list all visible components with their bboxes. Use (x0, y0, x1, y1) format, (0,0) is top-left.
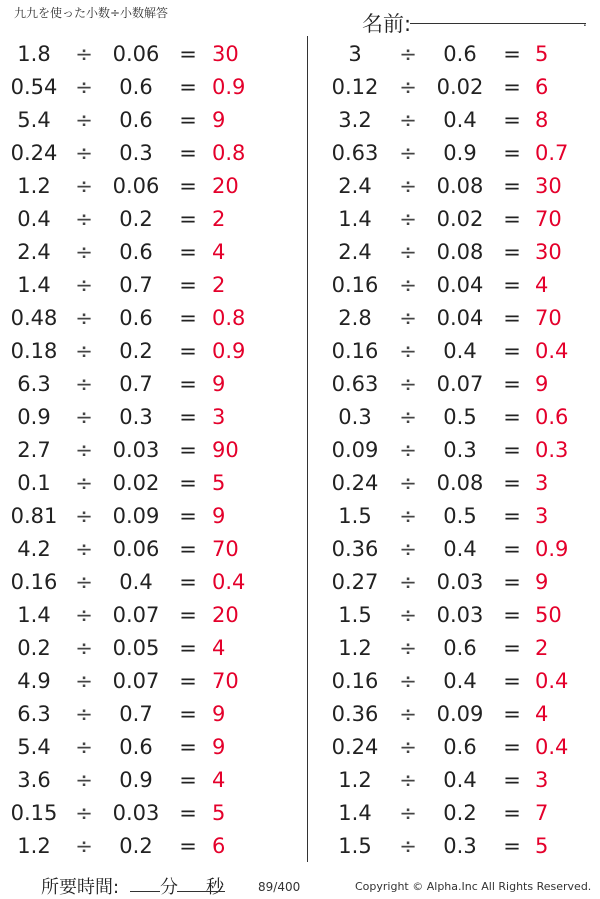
answer: 0.8 (212, 306, 246, 330)
problem-row-right-24 (0, 797, 600, 830)
problem-row-right-6 (0, 203, 600, 236)
problem-row-right-9 (0, 302, 600, 335)
divisor: 0.04 (436, 306, 484, 330)
dividend: 2.8 (338, 306, 372, 330)
problem-row-right-8 (0, 269, 600, 302)
dividend: 5.4 (17, 108, 51, 132)
equals-sign: = (503, 207, 521, 231)
answer: 30 (212, 42, 239, 66)
divide-sign: ÷ (399, 405, 417, 429)
name-label: 名前: (362, 12, 412, 36)
problem-row-right-21 (0, 698, 600, 731)
equals-sign: = (179, 669, 197, 693)
divide-sign: ÷ (75, 768, 93, 792)
answer: 0.3 (535, 438, 569, 462)
divisor: 0.2 (119, 207, 153, 231)
divide-sign: ÷ (399, 603, 417, 627)
answer: 2 (212, 207, 226, 231)
divide-sign: ÷ (75, 405, 93, 429)
equals-sign: = (503, 240, 521, 264)
dividend: 1.5 (338, 504, 372, 528)
divisor: 0.03 (112, 801, 160, 825)
divide-sign: ÷ (399, 207, 417, 231)
divide-sign: ÷ (399, 240, 417, 264)
divide-sign: ÷ (75, 306, 93, 330)
equals-sign: = (503, 372, 521, 396)
problem-row-right-20 (0, 665, 600, 698)
copyright: Copyright © Alpha.Inc All Rights Reserved. (355, 880, 592, 893)
answer: 5 (535, 834, 549, 858)
minutes-label: 分 (160, 877, 178, 898)
divisor: 0.6 (443, 636, 477, 660)
dividend: 0.24 (331, 735, 379, 759)
divide-sign: ÷ (399, 636, 417, 660)
dividend: 3 (348, 42, 362, 66)
dividend: 0.15 (10, 801, 58, 825)
equals-sign: = (179, 702, 197, 726)
dividend: 1.5 (338, 603, 372, 627)
answer: 4 (212, 636, 226, 660)
dividend: 0.54 (10, 75, 58, 99)
problem-row-right-15 (0, 500, 600, 533)
dividend: 1.4 (338, 207, 372, 231)
dividend: 0.4 (17, 207, 51, 231)
dividend: 0.16 (331, 669, 379, 693)
divisor: 0.5 (443, 504, 477, 528)
divide-sign: ÷ (399, 471, 417, 495)
dividend: 2.4 (338, 240, 372, 264)
divisor: 0.4 (443, 669, 477, 693)
equals-sign: = (179, 438, 197, 462)
answer: 5 (212, 471, 226, 495)
answer: 9 (212, 702, 226, 726)
divide-sign: ÷ (75, 669, 93, 693)
problem-row-right-12 (0, 401, 600, 434)
problem-row-right-3 (0, 104, 600, 137)
divisor: 0.4 (443, 108, 477, 132)
equals-sign: = (503, 75, 521, 99)
answer: 2 (212, 273, 226, 297)
divide-sign: ÷ (399, 768, 417, 792)
divide-sign: ÷ (75, 108, 93, 132)
equals-sign: = (503, 306, 521, 330)
answer: 30 (535, 174, 562, 198)
divisor: 0.3 (443, 438, 477, 462)
answer: 50 (535, 603, 562, 627)
problem-row-right-18 (0, 599, 600, 632)
divisor: 0.08 (436, 471, 484, 495)
dividend: 1.2 (338, 636, 372, 660)
equals-sign: = (179, 75, 197, 99)
divisor: 0.6 (119, 108, 153, 132)
answer: 9 (212, 504, 226, 528)
divide-sign: ÷ (399, 801, 417, 825)
equals-sign: = (179, 42, 197, 66)
divide-sign: ÷ (399, 735, 417, 759)
dividend: 0.9 (17, 405, 51, 429)
equals-sign: = (179, 240, 197, 264)
answer: 5 (535, 42, 549, 66)
divisor: 0.4 (443, 537, 477, 561)
divisor: 0.02 (436, 75, 484, 99)
divisor: 0.6 (119, 240, 153, 264)
divide-sign: ÷ (75, 240, 93, 264)
divisor: 0.6 (443, 42, 477, 66)
dividend: 1.4 (338, 801, 372, 825)
page-number: 89/400 (258, 880, 301, 894)
divisor: 0.6 (119, 306, 153, 330)
dividend: 0.63 (331, 372, 379, 396)
divisor: 0.02 (112, 471, 160, 495)
divide-sign: ÷ (399, 75, 417, 99)
divisor: 0.4 (443, 339, 477, 363)
divide-sign: ÷ (75, 207, 93, 231)
divide-sign: ÷ (399, 702, 417, 726)
dividend: 0.16 (331, 339, 379, 363)
name-input-line (410, 23, 586, 24)
equals-sign: = (179, 570, 197, 594)
answer: 0.9 (212, 75, 246, 99)
divide-sign: ÷ (75, 834, 93, 858)
divide-sign: ÷ (399, 669, 417, 693)
answer: 5 (212, 801, 226, 825)
equals-sign: = (179, 636, 197, 660)
minutes-blank (130, 891, 160, 892)
equals-sign: = (503, 570, 521, 594)
divide-sign: ÷ (399, 174, 417, 198)
problem-row-right-1 (0, 38, 600, 71)
dividend: 0.24 (331, 471, 379, 495)
seconds-underline (205, 891, 225, 892)
divide-sign: ÷ (399, 273, 417, 297)
equals-sign: = (179, 405, 197, 429)
answer: 70 (535, 207, 562, 231)
divide-sign: ÷ (399, 537, 417, 561)
answer: 70 (212, 669, 239, 693)
answer: 4 (212, 768, 226, 792)
equals-sign: = (503, 669, 521, 693)
problem-row-right-7 (0, 236, 600, 269)
divisor: 0.2 (119, 339, 153, 363)
answer: 7 (535, 801, 549, 825)
dividend: 2.4 (338, 174, 372, 198)
divide-sign: ÷ (75, 702, 93, 726)
dividend: 2.4 (17, 240, 51, 264)
divide-sign: ÷ (399, 570, 417, 594)
divisor: 0.4 (443, 768, 477, 792)
seconds-blank (177, 891, 205, 892)
divide-sign: ÷ (75, 735, 93, 759)
answer: 0.9 (535, 537, 569, 561)
divisor: 0.03 (436, 603, 484, 627)
divide-sign: ÷ (399, 306, 417, 330)
dividend: 0.48 (10, 306, 58, 330)
dividend: 1.2 (17, 834, 51, 858)
dividend: 2.7 (17, 438, 51, 462)
dividend: 0.27 (331, 570, 379, 594)
divisor: 0.3 (119, 141, 153, 165)
answer: 0.4 (535, 339, 569, 363)
divisor: 0.7 (119, 273, 153, 297)
dividend: 0.16 (10, 570, 58, 594)
equals-sign: = (179, 834, 197, 858)
answer: 9 (212, 735, 226, 759)
divide-sign: ÷ (75, 603, 93, 627)
dividend: 0.18 (10, 339, 58, 363)
divisor: 0.05 (112, 636, 160, 660)
divide-sign: ÷ (399, 372, 417, 396)
answer: 8 (535, 108, 549, 132)
equals-sign: = (179, 174, 197, 198)
answer: 20 (212, 174, 239, 198)
divisor: 0.3 (119, 405, 153, 429)
dividend: 0.12 (331, 75, 379, 99)
answer: 9 (535, 372, 549, 396)
equals-sign: = (503, 702, 521, 726)
divisor: 0.09 (436, 702, 484, 726)
divisor: 0.9 (443, 141, 477, 165)
dividend: 0.36 (331, 702, 379, 726)
divisor: 0.7 (119, 372, 153, 396)
equals-sign: = (503, 471, 521, 495)
equals-sign: = (179, 339, 197, 363)
dividend: 0.3 (338, 405, 372, 429)
answer: 4 (535, 702, 549, 726)
divide-sign: ÷ (75, 42, 93, 66)
dividend: 1.8 (17, 42, 51, 66)
equals-sign: = (179, 504, 197, 528)
equals-sign: = (179, 273, 197, 297)
divisor: 0.03 (436, 570, 484, 594)
dividend: 6.3 (17, 702, 51, 726)
equals-sign: = (503, 174, 521, 198)
problem-row-right-16 (0, 533, 600, 566)
equals-sign: = (179, 306, 197, 330)
divisor: 0.2 (119, 834, 153, 858)
problem-row-right-22 (0, 731, 600, 764)
dividend: 1.2 (17, 174, 51, 198)
divide-sign: ÷ (75, 537, 93, 561)
divisor: 0.02 (436, 207, 484, 231)
answer: 0.6 (535, 405, 569, 429)
equals-sign: = (503, 438, 521, 462)
divide-sign: ÷ (75, 75, 93, 99)
answer: 6 (212, 834, 226, 858)
divide-sign: ÷ (75, 471, 93, 495)
problem-row-right-11 (0, 368, 600, 401)
answer: 0.8 (212, 141, 246, 165)
time-label: 所要時間: (41, 877, 120, 898)
answer: 3 (212, 405, 226, 429)
divisor: 0.2 (443, 801, 477, 825)
equals-sign: = (179, 207, 197, 231)
equals-sign: = (503, 801, 521, 825)
problem-row-right-23 (0, 764, 600, 797)
divide-sign: ÷ (399, 339, 417, 363)
dividend: 0.16 (331, 273, 379, 297)
dividend: 4.9 (17, 669, 51, 693)
divisor: 0.06 (112, 42, 160, 66)
answer: 0.4 (535, 735, 569, 759)
divisor: 0.6 (443, 735, 477, 759)
divide-sign: ÷ (75, 570, 93, 594)
dividend: 0.36 (331, 537, 379, 561)
dividend: 0.2 (17, 636, 51, 660)
divisor: 0.4 (119, 570, 153, 594)
worksheet-title: 九九を使った小数÷小数解答 (14, 6, 169, 20)
dividend: 0.1 (17, 471, 51, 495)
answer: 9 (212, 372, 226, 396)
equals-sign: = (179, 768, 197, 792)
answer: 30 (535, 240, 562, 264)
divide-sign: ÷ (399, 834, 417, 858)
divide-sign: ÷ (399, 504, 417, 528)
divisor: 0.6 (119, 75, 153, 99)
divisor: 0.04 (436, 273, 484, 297)
dividend: 3.2 (338, 108, 372, 132)
answer: 3 (535, 471, 549, 495)
dividend: 3.6 (17, 768, 51, 792)
dividend: 4.2 (17, 537, 51, 561)
answer: 0.4 (212, 570, 246, 594)
divide-sign: ÷ (75, 372, 93, 396)
divisor: 0.07 (112, 669, 160, 693)
equals-sign: = (503, 42, 521, 66)
answer: 20 (212, 603, 239, 627)
seconds-label: 秒 (206, 877, 224, 898)
problem-row-right-14 (0, 467, 600, 500)
equals-sign: = (503, 537, 521, 561)
divisor: 0.09 (112, 504, 160, 528)
dividend: 0.09 (331, 438, 379, 462)
answer: 0.9 (212, 339, 246, 363)
answer: 4 (535, 273, 549, 297)
divide-sign: ÷ (399, 108, 417, 132)
equals-sign: = (179, 372, 197, 396)
divide-sign: ÷ (75, 273, 93, 297)
divide-sign: ÷ (75, 504, 93, 528)
dividend: 5.4 (17, 735, 51, 759)
answer: 70 (535, 306, 562, 330)
divide-sign: ÷ (75, 141, 93, 165)
dividend: 6.3 (17, 372, 51, 396)
equals-sign: = (179, 141, 197, 165)
equals-sign: = (179, 801, 197, 825)
divisor: 0.08 (436, 240, 484, 264)
equals-sign: = (503, 768, 521, 792)
answer: 90 (212, 438, 239, 462)
answer: 3 (535, 768, 549, 792)
equals-sign: = (503, 603, 521, 627)
problem-row-right-5 (0, 170, 600, 203)
problem-row-right-25 (0, 830, 600, 863)
equals-sign: = (503, 636, 521, 660)
dividend: 1.4 (17, 603, 51, 627)
equals-sign: = (503, 405, 521, 429)
equals-sign: = (503, 141, 521, 165)
divide-sign: ÷ (399, 438, 417, 462)
answer: 0.7 (535, 141, 569, 165)
equals-sign: = (503, 504, 521, 528)
dividend: 1.4 (17, 273, 51, 297)
equals-sign: = (179, 603, 197, 627)
equals-sign: = (503, 108, 521, 132)
problem-row-right-4 (0, 137, 600, 170)
divisor: 0.07 (112, 603, 160, 627)
divisor: 0.3 (443, 834, 477, 858)
answer: 6 (535, 75, 549, 99)
divisor: 0.03 (112, 438, 160, 462)
divisor: 0.9 (119, 768, 153, 792)
equals-sign: = (503, 735, 521, 759)
answer: 4 (212, 240, 226, 264)
divisor: 0.5 (443, 405, 477, 429)
answer: 70 (212, 537, 239, 561)
divisor: 0.06 (112, 537, 160, 561)
problem-row-right-17 (0, 566, 600, 599)
problem-row-right-19 (0, 632, 600, 665)
divisor: 0.08 (436, 174, 484, 198)
dividend: 0.63 (331, 141, 379, 165)
dividend: 0.81 (10, 504, 58, 528)
dividend: 1.2 (338, 768, 372, 792)
divide-sign: ÷ (75, 636, 93, 660)
answer: 3 (535, 504, 549, 528)
divisor: 0.6 (119, 735, 153, 759)
problem-row-right-2 (0, 71, 600, 104)
divide-sign: ÷ (399, 42, 417, 66)
dividend: 0.24 (10, 141, 58, 165)
equals-sign: = (179, 471, 197, 495)
name-line-end: . (583, 15, 587, 29)
answer: 9 (212, 108, 226, 132)
equals-sign: = (179, 735, 197, 759)
problem-row-right-10 (0, 335, 600, 368)
equals-sign: = (503, 273, 521, 297)
divisor: 0.06 (112, 174, 160, 198)
divide-sign: ÷ (399, 141, 417, 165)
divide-sign: ÷ (75, 339, 93, 363)
divide-sign: ÷ (75, 801, 93, 825)
equals-sign: = (179, 108, 197, 132)
answer: 0.4 (535, 669, 569, 693)
dividend: 1.5 (338, 834, 372, 858)
equals-sign: = (503, 834, 521, 858)
divisor: 0.07 (436, 372, 484, 396)
equals-sign: = (179, 537, 197, 561)
divide-sign: ÷ (75, 438, 93, 462)
divide-sign: ÷ (75, 174, 93, 198)
problem-row-right-13 (0, 434, 600, 467)
answer: 2 (535, 636, 549, 660)
divisor: 0.7 (119, 702, 153, 726)
answer: 9 (535, 570, 549, 594)
equals-sign: = (503, 339, 521, 363)
